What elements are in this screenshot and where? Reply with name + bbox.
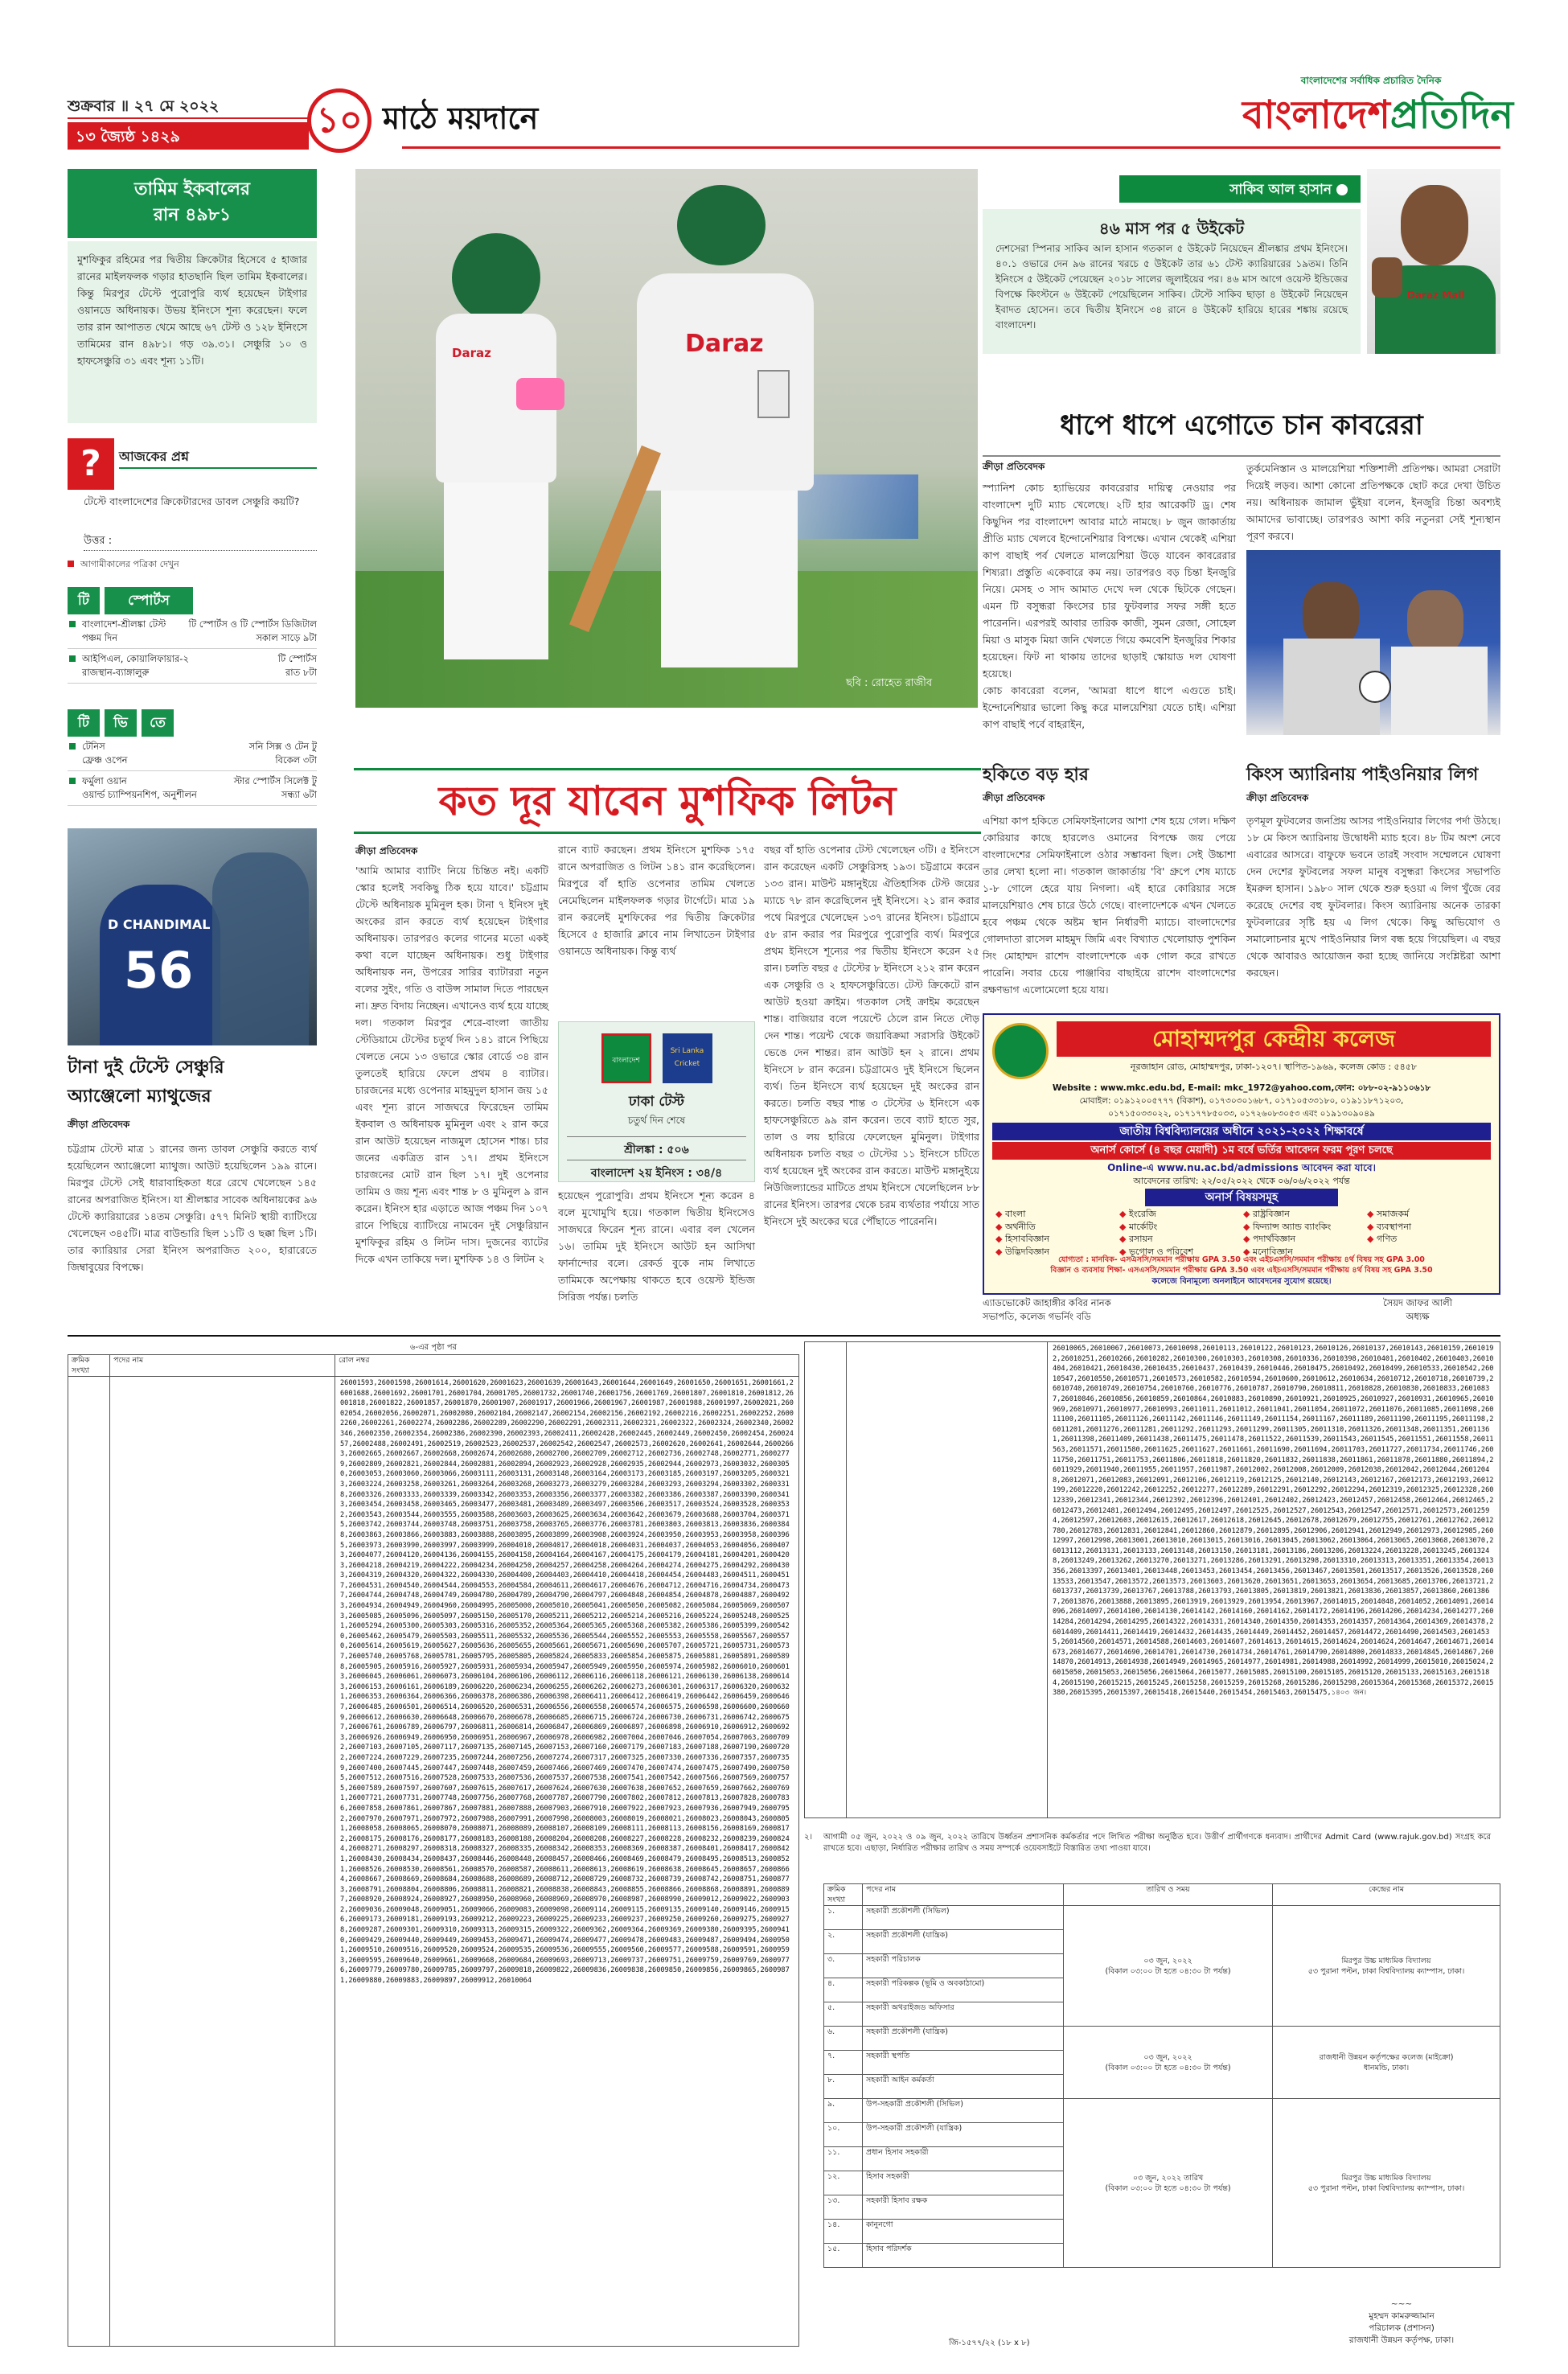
shakib-label-text: সাকিব আল হাসান [1229, 182, 1332, 198]
masthead-logo [1242, 90, 1514, 142]
team2-logo-line1: Sri Lanka [670, 1047, 704, 1055]
exam-serial: ১২. [824, 2171, 863, 2195]
tv-time: সন্ধ্যা ৬টা [281, 789, 317, 800]
exam-serial: ১৫. [824, 2244, 863, 2268]
shakib-label-bar [983, 172, 1361, 204]
subjects-title: অনার্স বিষয়সমূহ [1145, 1189, 1338, 1206]
tv-sports-event-detail: রাজস্থান-ব্যাঙ্গালুরু [82, 667, 150, 678]
rolls-right-list: 26010065,26010067,26010073,26010098,26010113,26010122,26010123,26010126,26010137,26010143,26010159,26010192,26010251,26010266,26010282,26010300,26010303,26010308,26010336,26010398,26010401,26010402,26010403,26010404,26010421,26010430,26010435,26010437,26010439,26010446,26010475,26010492,26010499,26010533,26010542,26010547,26010550,26010571,26010573,26010582,26010594,26010600,26010612,26010634,26010712,26010718,26010739,26010740,26010749,26010754,26010760,26010776,26010787,26010790,26010811,26010828,26010830,26010833,26010837,26010846,26010856,26010859,26010864,26010883,26010890,26010921,26010925,26010927,26010931,26010965,26010969,26010971,26010977,26010993,26011011,26011012,26011041,26011054,26011072,26011076,26011085,26011098,26011100,26011105,26011126,26011142,26011146,26011149,26011154,26011167,26011189,26011190,26011195,26011198,26011201,26011276,26011281,26011292,26011293,26011299,26011305,26011310,26011326,26011348,26011351,26011361,26011398,26011409,26011438,26011475,26011478,26011522,26011539,26011543,26011545,26011551,26011558,26011563,26011571,26011580,26011625,26011627,26011661,26011690,26011694,26011703,26011727,26011734,26011746,26011750,26011751,26011753,26011806,26011818,26011820,26011832,26011838,26011861,26011878,26011880,26011894,26011929,26011940,26011955,26011957,26011987,26012002,26012008,26012009,26012038,26012042,26012044,26012048,26012071,26012083,26012091,26012106,26012119,26012125,26012140,26012143,26012167,26012173,26012193,26012199,26012220,26012242,26012252,26012277,26012289,26012291,26012292,26012294,26012319,26012325,26012328,26012339,26012341,26012344,26012392,26012396,26012401,26012402,26012423,26012457,26012458,26012464,26012465,26012473,26012481,26012494,26012495,26012497,26012525,26012527,26012543,26012547,26012571,26012573,26012594,26012597,26012603,26012615,26012617,26012618,26012645,26012678,26012679,26012755,26012761,26012762,26012780,26012783,26012831,26012841,26012860,26012879,26012895,26012906,26012941,26012949,26012973,26012985,26012997,26012998,26013001,26013010,26013015,26013016,26013045,26013062,26013064,26013065,26013068,26013070,26013112,26013131,26013133,26013148,26013150,26013181,26013186,26013206,26013224,26013228,26013245,26013248,26013249,26013262,26013270,26013271,26013286,26013291,26013298,26013310,26013313,26013351,26013354,26013356,26013397,26013401,26013448,26013453,26013454,26013456,26013467,26013501,26013517,26013526,26013528,26013533,26013547,26013572,26013573,26013603,26013620,26013651,26013653,26013654,26013685,26013706,26013721,26013737,26013739,26013767,26013788,26013793,26013805,26013819,26013821,26013836,26013857,26013860,26013867,26013876,26013888,26013895,26013919,26013929,26013954,26013967,26014015,26014048,26014052,26014091,26014096,26014097,26014100,26014130,26014142,26014160,26014162,26014172,26014196,26014206,26014234,26014277,26014284,26014294,26014295,26014322,26014331,26014340,26014350,26014353,26014357,26014364,26014369,26014378,26014409,26014411,26014419,26014432,26014435,26014449,26014452,26014457,26014472,26014490,26014503,26014535,26014560,26014571,26014588,26014603,26014607,26014613,26014615,26014624,26014624,26014647,26014671,26014673,26014677,26014690,26014701,26014730,26014734,26014761,26014790,26014800,26014833,26014845,26014867,26014870,26014913,26014938,26014949,26014965,26014977,26014981,26014988,26014992,26014999,26015010,26015024,26015050,26015053,26015056,26015064,26015077,26015085,26015100,26015105,26015120,26015133,26015163,26015184,26015190,26015215,26015245,26015258,26015259,26015268,26015286,26015298,26015364,26015368,26015372,26015380,26015395,26015397,26015418,26015440,26015454,26015463,26015475,১৪০৩ জন। [1053, 1345, 1494, 1698]
subject-item [1367, 1233, 1491, 1246]
tv-sports-event [82, 652, 189, 680]
tv-row [68, 771, 317, 806]
bullet-icon [69, 655, 76, 662]
exam-col-post: পদের নাম [863, 1884, 1064, 1906]
team1-logo-label: বাংলাদেশ [612, 1057, 640, 1065]
diamond-bullet-icon: ◆ [1243, 1246, 1253, 1257]
subject-item [1243, 1221, 1367, 1234]
ad-reference: জি-১৫৭৭/২২ (১৮ x ৮) [949, 2339, 1030, 2347]
cabrera-headline: ধাপে ধাপে এগোতে চান কাবরেরা [1060, 409, 1423, 442]
rajuk-left-table [68, 1341, 799, 2355]
sign-left-name: এ্যাডভোকেট জাহাঙ্গীর কবির নানক [983, 1297, 1111, 1308]
mathews-byline: ক্রীড়া প্রতিবেদক [68, 1119, 130, 1130]
subject-item [995, 1221, 1119, 1234]
signer-name: মুহম্মদ কামরুজ্জামান [1369, 2311, 1435, 2321]
masthead-part2: প্রতিদিন [1389, 92, 1514, 138]
main-photo [355, 169, 978, 708]
press-conference-photo [1246, 550, 1500, 735]
exam-time: (বিকাল ০৩:০০ টা হতে ০৪:৩০ টা পর্যন্ত) [1105, 1966, 1231, 1976]
bottom-rule [68, 1335, 1500, 1337]
subject-name: ইংরেজি [1128, 1209, 1156, 1219]
tv-event-detail: ফ্রেঞ্চ ওপেন [82, 754, 128, 766]
tamim-title-line2: রান ৪৯৮১ [153, 205, 232, 225]
subject-item [995, 1208, 1119, 1221]
exam-col-time: তারিখ ও সময় [1064, 1884, 1273, 1906]
exam-table-wrap [823, 1883, 1500, 2292]
exam-date: ০৩ জুন, ২০২২ তারিখ [1132, 2173, 1204, 2183]
college-contact1: Website : www.mkc.edu.bd, E-mail: mkc_1972@yahoo.com,ফোন: ০৮৮-০২-৯১১০৬১৮ [1052, 1083, 1431, 1093]
defeat-headline: হকিতে বড় হার [983, 765, 1089, 785]
exam-post: সহকারী আইন কর্মকর্তা [863, 2075, 1064, 2099]
scorecard-row1: শ্রীলঙ্কা : ৫০৬ [567, 1136, 746, 1160]
tv-sports-event [82, 618, 166, 645]
tv-sports-time: রাত ৮টা [285, 667, 317, 678]
lead-col3: বছর বাঁ হাতি ওপেনার টেস্ট খেলেছেন ৩টি। ৫ ইনিংসে রান করেছেন একটি সেঞ্চুরিসহ ১৯৩। চট্টগ্রামে করেন ১৩৩ রান। মাউন্ট মঙ্গানুইয়ে ঐতিহাসিক টেস্ট জয়ের ম্যাচে ৭৮ রান করেছিলেন দুই ইনিংসে। ২১ রান করার পথে মিরপুরে খেলেছেন ১৩৭ রানের ইনিংস। চট্টগ্রামে ৫৮ রান করার পর মিরপুরে পুরোপুরি ব্যর্থ। মিরপুরে প্রথম ইনিংসে শূন্যের পর দ্বিতীয় ইনিংসে করেন ২৫ রান। চলতি বছর ৫ টেস্টের ৮ ইনিংসে ২১২ রান করেন এক সেঞ্চুরি ও ২ হাফসেঞ্চুরিতে। টেস্ট ক্রিকেটে রান আউট হওয়া ক্রাইম। গতকাল সেই ক্রাইম করেছেন শান্ত। বাজিয়ার বলে পয়েন্টে ঠেলে রান নিতে দৌড় দেন শান্ত। পয়েন্ট থেকে জয়াবিক্রমা সরাসরি উইকেট ভেঙে দেন শান্তর। রান আউট হন ২ রানে। প্রথম ইনিংসে ৮ রান করেন। চট্টগ্রামেও দুই ইনিংসে ছিলেন ব্যর্থ। তিন ইনিংসে ব্যর্থ হয়েছেন দুই অংকের রান করতে। চলতি বছর শান্ত ৩ টেস্টের ৬ ইনিংসে এক হাফসেঞ্চুরিতে ৯৯ রান করেন। তবে ব্যাট হাতে সুর, তাল ও লয় হারিয়ে ফেলেছেন মুমিনুল। টাইগার অধিনায়ক চলতি বছর ৩ টেস্টের ১১ ইনিংসে চটিতে ব্যর্থ হয়েছেন দুই অংকের রান করতে। মাউন্ট মঙ্গানুইয়ে নিউজিল্যান্ডের মাটিতে প্রথম ইনিংসে খেলেছিলেন ৮৮ রানের ইনিংস। তারপর থেকে চরম ব্যর্থতার পর্যায়ে সাত ইনিংসে দুই অংকের ঘরে পৌঁছাতে পারেননি। [764, 844, 979, 1227]
scorecard-row2: বাংলাদেশ ২য় ইনিংস : ৩৪/৪ [567, 1160, 746, 1183]
exam-center-name: রাজধানী উন্নয়ন কর্তৃপক্ষের কলেজ (মাইক্রো) [1319, 2052, 1454, 2062]
admission-banner1: জাতীয় বিশ্ববিদ্যালয়ের অধীনে ২০২১-২০২২ শিক্ষাবর্ষে [992, 1123, 1491, 1140]
subject-name: উদ্ভিদবিজ্ঞান [1004, 1246, 1050, 1257]
exam-table [823, 1883, 1500, 2268]
exam-time: (বিকাল ০৩:০০ টা হতে ০৪:৩০ টা পর্যন্ত) [1105, 2183, 1231, 2193]
lead-byline: ক্রীড়া প্রতিবেদক [355, 845, 418, 856]
jersey-number: 56 [124, 941, 194, 1000]
rajuk-page-ref: ৬-এর পৃষ্ঠা পর [409, 1343, 458, 1352]
mathews-headline [68, 1054, 317, 1115]
rajuk-right-table [804, 1341, 1500, 1824]
subject-name: হিসাববিজ্ঞান [1004, 1234, 1050, 1244]
page-number: ১০ [307, 88, 371, 153]
tv-event-name: ফর্মুলা ওয়ান [82, 775, 127, 787]
quiz-title: আজকের প্রশ্ন [119, 446, 317, 469]
tv-row [68, 737, 317, 771]
diamond-bullet-icon: ◆ [1367, 1209, 1377, 1219]
tv-event [82, 774, 197, 802]
exam-item-number: ২। [804, 1833, 813, 1842]
exam-col-center: কেন্দ্রের নাম [1273, 1884, 1500, 1906]
diamond-bullet-icon: ◆ [1119, 1246, 1129, 1257]
table-row [68, 1377, 799, 2347]
college-ad [983, 1013, 1500, 1295]
signature-mark: ~~~ [1390, 2299, 1413, 2309]
subject-name: রসায়ন [1128, 1234, 1153, 1244]
diamond-bullet-icon: ◆ [1243, 1209, 1253, 1219]
quiz-footnote-text: আগামীকালের পত্রিকা দেখুন [80, 559, 179, 569]
tv-sports-event-name: বাংলাদেশ-শ্রীলঙ্কা টেস্ট [82, 618, 166, 630]
subject-name: রাষ্ট্রবিজ্ঞান [1252, 1209, 1290, 1219]
cabrera-col1: স্প্যানিশ কোচ হ্যাভিয়ের কাবরেরার দায়িত্ব নেওয়ার পর বাংলাদেশ দুটি ম্যাচ খেলেছে। ২টি হার আরেকটি ড্র। শেষ কিছুদিন পর বাংলাদেশ আবার মাঠে নামছে। ৮ জুন জাকার্তায় প্রীতি ম্যাচ খেলবে ইন্দোনেশিয়ার বিপক্ষে। এখান থেকেই এশিয়া কাপ বাছাই পর্ব খেলতে মালয়েশিয়া উড়ে যাবেন কাবরেরার শিষ্যরা। প্রস্তুতি একেবারে কম নয়। তারপরও বড় চিন্তা ইনজুরি নিয়ে। মেসহ ৩ সাদ আমাত দেখে দল থেকে ছিটকে গেছেন। এমন টি বসুন্ধরা কিংসের চার ফুটবলার সফর সঙ্গী হতে পারেননি। এরপরই আবার তারিক কাজী, সুমন রেজা, সোহেল মিয়া ও মাসুক মিয়া জনি খেলতে গিয়ে কমবেশি ইনজুরির শিকার হয়েছেন। ফিট না থাকায় তাদের ছাড়াই স্কোয়াড দল ঘোষণা হয়েছে। কোচ কাবরেরা বলেন, 'আমরা ধাপে ধাপে এগুতে চাই। ইন্দোনেশিয়ার ভালো কিছু করে মালয়েশিয়া যেতে চাই। এশিয়া কাপ বাছাই পর্বে বাহরাইন, [983, 482, 1236, 730]
person1-head [1303, 582, 1359, 647]
subject-item [1119, 1221, 1243, 1234]
college-sign-left [983, 1296, 1248, 1325]
exam-signature [1303, 2298, 1500, 2348]
dot-icon [1336, 184, 1348, 195]
exam-serial: ৭. [824, 2051, 863, 2075]
post-cell-right [847, 1342, 1048, 1818]
shakib-body: দেশসেরা স্পিনার সাকিব আল হাসান গতকাল ৫ উইকেট নিয়েছেন শ্রীলঙ্কার প্রথম ইনিংসে। ৪০.১ ওভারে দেন ৯৬ রানের খরচে ৫ উইকেট তার ৬১ টেস্ট ক্যারিয়ারের ১৯তম। তিনি ইনিংসে ৫ উইকেট পেয়েছেন ২০১৮ সালের জুলাইয়ের পর। ৪৬ মাস আগে ওয়েস্ট ইন্ডিজের বিপক্ষে কিংস্টনে ৬ উইকেট পেয়েছিলেন সাকিব। টেস্টে সাকিব ছাড়া ৪ উইকেট নিয়েছেন ইবাদত হোসেন। তবে দ্বিতীয় ইনিংসে ৩৪ রানে ৪ উইকেট হারিয়ে হারের শঙ্কায় রয়েছে বাংলাদেশ। [995, 243, 1348, 331]
page-header [0, 0, 1568, 161]
player1-gloves [516, 378, 564, 410]
scorecard-subtitle: চতুর্থ দিন শেষে [627, 1115, 686, 1126]
kings-byline: ক্রীড়া প্রতিবেদক [1246, 792, 1309, 803]
shakib-label [1119, 175, 1361, 203]
subject-item [995, 1233, 1119, 1246]
col-post-header: পদের নাম [110, 1355, 335, 1377]
diamond-bullet-icon: ◆ [1119, 1209, 1129, 1219]
diamond-bullet-icon: ◆ [995, 1209, 1005, 1219]
tv-channel [234, 774, 317, 802]
masthead-tagline: বাংলাদেশের সর্বাধিক প্রচারিত দৈনিক [1300, 75, 1442, 86]
serial-cell [68, 1377, 110, 2347]
tv-sports-header [68, 587, 317, 614]
tamim-title-line1: তামিম ইকবালের [133, 179, 251, 199]
team2-logo-line2: Cricket [674, 1060, 700, 1068]
exam-date: ০৩ জুন, ২০২২ [1143, 2052, 1192, 2062]
subject-name: অর্থনীতি [1004, 1221, 1036, 1232]
exam-post: সহকারী প্রকৌশলী (যান্ত্রিক) [863, 2027, 1064, 2051]
exam-post: উপ-সহকারী প্রকৌশলী (যান্ত্রিক) [863, 2123, 1064, 2147]
subject-item [1243, 1233, 1367, 1246]
section-title: মাঠে ময়দানে [383, 101, 539, 136]
slc-logo [663, 1033, 712, 1083]
lead-col2b: হয়েছেন পুরোপুরি। প্রথম ইনিংসে শূন্য করেন ৪ বলে মুখোমুখি হয়ে। গতকাল দ্বিতীয় ইনিংসেও সাজঘরে ফিরেন শূন্য রানে। এবার বল খেলেন ১৬। তামিম দুই ইনিংসে আউট হন আসিথা ফার্নান্দোর বলে। রেকর্ড বুকে নাম লিখাতে তামিমকে অপেক্ষায় থাকতে হবে ওয়েস্ট ইন্ডিজ সিরিজ পর্যন্ত। চলতি [558, 1189, 755, 1303]
exam-serial: ৩. [824, 1954, 863, 1978]
person2-body [1391, 647, 1488, 735]
lead-col2: রানে ব্যাট করছেন। প্রথম ইনিংসে মুশফিক ১৭৫ রানে অপরাজিত ও লিটন ১৪১ রান করেছিলেন। মিরপুরে বাঁ হাতি ওপেনার তামিম খেলতে নেমেছিলেন মাইলফলক গড়ার টার্গেটে। মাত্র ১৯ রান করলেই মুশফিকের পর দ্বিতীয় ক্রিকেটার হিসেবে ৫ হাজারি ক্লাবে নাম লিখাতেন টাইগার ওয়ানডে অধিনায়ক। কিন্তু ব্যর্থ [558, 844, 755, 957]
exam-post: সহকারী পরিকল্পক (ভূমি ও অবকাঠামো) [863, 1978, 1064, 2002]
player2-sponsor: Daraz [685, 330, 764, 358]
college-contact2: মোবাইল: ০১৯১২০০৫৭৭৭ (বিকাশ), ০১৭৩০৩০১৬৮৭, ০১৭১০৫৩৩১৮০, ০১৯১১৮৭১২০৩, [1079, 1096, 1404, 1106]
subject-item [1367, 1221, 1491, 1234]
exam-serial: ১৩. [824, 2195, 863, 2220]
exam-center-address: ৫৩ পুরানা পল্টন, ঢাকা বিশ্ববিদ্যালয় ক্যাম্পাস, ঢাকা। [1307, 2183, 1465, 2193]
online-note: কলেজে বিনামূল্যে অনলাইনে আবেদনের সুযোগ রয়েছে। [1151, 1277, 1332, 1286]
college-sign-right [1335, 1296, 1500, 1325]
diamond-bullet-icon: ◆ [1367, 1221, 1377, 1232]
exam-datetime [1064, 1906, 1273, 2027]
tv-sports-event-detail: পঞ্চম দিন [82, 632, 118, 643]
tv-sports-channel-name: টি স্পোর্টস ও টি স্পোর্টস ডিজিটাল [188, 618, 317, 630]
diamond-bullet-icon: ◆ [1367, 1234, 1377, 1244]
tv-header [68, 709, 317, 737]
exam-serial: ৫. [824, 2002, 863, 2027]
tv-sports-channel [278, 652, 317, 680]
quiz-question: টেস্টে বাংলাদেশের ক্রিকেটারদের ডাবল সেঞ্চুরি কয়টি? [84, 495, 300, 507]
player1-sponsor: Daraz [452, 346, 491, 360]
tv-event-detail: ওয়ার্ল্ড চ্যাম্পিয়নশিপ, অনুশীলন [82, 789, 197, 800]
person2-head [1407, 590, 1463, 655]
bullet-icon [69, 778, 76, 784]
exam-center [1273, 1906, 1500, 2027]
exam-post: সহকারী স্থপতি [863, 2051, 1064, 2075]
serial-cell-right [805, 1342, 847, 1818]
bangla-date: ১৩ জ্যৈষ্ঠ ১৪২৯ [68, 122, 309, 150]
exam-serial: ৯. [824, 2099, 863, 2123]
table-row [824, 2099, 1500, 2123]
subject-name: ব্যবস্থাপনা [1376, 1221, 1412, 1232]
scorecard-box [558, 1021, 755, 1182]
shakib-photo [1367, 169, 1500, 354]
exam-serial: ৪. [824, 1978, 863, 2002]
football-icon [1359, 671, 1391, 703]
exam-datetime [1064, 2099, 1273, 2268]
shakib-headline: ৪৬ মাস পর ৫ উইকেট [1098, 219, 1245, 238]
tv-letter-2: ভি [105, 709, 137, 737]
subject-name: ফিন্যান্স অ্যান্ড ব্যাংকিং [1252, 1221, 1332, 1232]
subject-name: মনোবিজ্ঞান [1252, 1246, 1293, 1257]
bullet-icon [68, 561, 74, 567]
table-row [824, 1906, 1500, 1930]
defeat-body: এশিয়া কাপ হকিতে সেমিফাইনালের আশা শেষ হয়ে গেল। দক্ষিণ কোরিয়ার কাছে হারলেও ওমানের বিপক্ষে জয় পেয়ে বাংলাদেশের সেমিফাইনালে ওঠার সম্ভাবনা ছিল। সেই উচ্চাশা তার লেখা হলো না। গতকাল জাকার্তায় 'বি' গ্রুপে শেষ ম্যাচে ১-৮ গোলে হেরে যায় নিগলা। এই হারে কোরিয়ার সঙ্গে মালয়েশিয়াও শেষ চারে উঠে গেছে। বাংলাদেশকে এখন খেলতে হবে পঞ্চম থেকে অষ্টম স্থান নির্ধারণী ম্যাচে। বাংলাদেশের গোলদাতা রাসেল মাহমুদ জিমি এবং বিখ্যাত খেলোয়াড় পুশকিন সিং মোহাম্মদ রাশেদ বাংলাদেশকে এক গোল করে রাখতে পারেনি। সবার চেয়ে পাঞ্জাবির বাছাইয়ে রাশেদ বাংলাদেশের রক্ষণভাগ এলোমেলো হয়ে যায়। [983, 815, 1236, 996]
question-mark-icon: ? [68, 438, 114, 490]
cabrera-byline: ক্রীড়া প্রতিবেদক [983, 461, 1045, 472]
player2-gloves [757, 370, 790, 418]
diamond-bullet-icon: ◆ [1119, 1234, 1129, 1244]
exam-date: ০৩ জুন, ২০২২ [1143, 1956, 1192, 1965]
subject-item [1243, 1208, 1367, 1221]
tv-channel [249, 740, 317, 767]
college-name: মোহাম্মদপুর কেন্দ্রীয় কলেজ [1057, 1021, 1491, 1057]
tv-sports-t: টি [68, 587, 100, 614]
defeat-byline: ক্রীড়া প্রতিবেদক [983, 792, 1045, 803]
player1-pads [444, 483, 548, 659]
tv-sports-row [68, 649, 317, 684]
thumbs-up-icon [1372, 257, 1402, 298]
diamond-bullet-icon: ◆ [1243, 1221, 1253, 1232]
tv-box [68, 709, 317, 827]
exam-post: প্রধান হিসাব সহকারী [863, 2147, 1064, 2171]
post-cell [110, 1377, 335, 2347]
kings-body: তৃণমূল ফুটবলের জনপ্রিয় আসর পাইওনিয়ার লিগের পর্দা উঠছে। ১৮ মে কিংস অ্যারিনায় উদ্বোধনী ম্যাচ হবে। ৪৮ টিম অংশ নেবে এবারের আসরে। বাফুফে ভবনে তারই সংবাদ সম্মেলনে ঘোষণা দেন দেশের ফুটবলের সফল মানুষ বসুন্ধরা কিংসের সভাপতি ইমরুল হাসান। ১৯৮০ সাল থেকে শুরু হওয়া এ লিগ খুঁজে বের করেছে দেশের বহু ফুটবলার। কিংস অ্যারিনায় অনেক তারকা ফুটবলারের সৃষ্টি হয় এ লিগ থেকে। কিছু অভিযোগ ও সমালোচনার মুখে পাইওনিয়ার লিগ বন্ধ হয়ে গিয়েছিল। এ বছর থেকে আবারও আয়োজন করা হচ্ছে জানিয়ে সংশ্লিষ্টরা আশা করছেন। [1246, 815, 1500, 979]
shakib-face [1401, 185, 1468, 265]
subjects-grid [995, 1208, 1491, 1258]
college-contact3: ০১৭১৫০৩৩০২২, ০১৭১৭৭৮৫০৩৩, ০১৭২৬০৮৩০৫৩ এবং ০১৯১৩০৯০৪৯ [1108, 1109, 1375, 1119]
tv-channel-name: সনি সিক্স ও টেন টু [248, 741, 317, 752]
subject-name: ভূগোল ও পরিবেশ [1128, 1246, 1193, 1257]
subject-item [1119, 1233, 1243, 1246]
scorecard-logos [559, 1022, 754, 1083]
exam-post: সহকারী প্রকৌশলী (যান্ত্রিক) [863, 1930, 1064, 1954]
rolls-left-list: 26001593,26001598,26001614,26001620,26001623,26001639,26001643,26001644,26001649,26001650,26001651,26001661,26001688,26001692,26001701,26001704,26001705,26001732,26001740,26001756,26001769,26001807,26001810,26001812,26001818,26001822,26001857,26001870,26001907,26001917,26001966,26001967,26001987,26001988,26001997,26002021,26002054,26002056,26002071,26002080,26002104,26002147,26002154,26002156,26002192,26002216,26002251,26002252,26002260,26002261,26002274,26002286,26002289,26002290,26002291,26002311,26002321,26002322,26002324,26002340,26002346,26002350,26002354,26002386,26002390,26002393,26002411,26002428,26002445,26002449,26002450,26002454,26002457,26002488,26002491,26002519,26002523,26002537,26002542,26002547,26002573,26002620,26002641,26002644,26002663,26002665,26002667,26002668,26002674,26002680,26002700,26002709,26002712,26002736,26002748,26002771,26002779,26002809,26002821,26002844,26002881,26002894,26002923,26002928,26002935,26002944,26002973,26003032,26003050,26003053,26003060,26003066,26003111,26003131,26003148,26003164,26003173,26003185,26003197,26003205,26003213,26003224,26003258,26003261,26003264,26003268,26003273,26003279,26003284,26003293,26003294,26003302,26003318,26003326,26003333,26003339,26003342,26003353,26003356,26003377,26003382,26003386,26003387,26003390,26003413,26003454,26003458,26003465,26003477,26003481,26003489,26003497,26003506,26003517,26003524,26003528,26003532,26003543,26003544,26003555,26003588,26003603,26003625,26003634,26003642,26003679,26003688,26003704,26003715,26003742,26003744,26003748,26003751,26003758,26003765,26003776,26003781,26003803,26003813,26003836,26003848,26003863,26003866,26003883,26003888,26003895,26003899,26003908,26003924,26003950,26003953,26003958,26003965,26003973,26003990,26003997,26003999,26004010,26004017,26004018,26004031,26004037,26004053,26004056,26004073,26004077,26004120,26004136,26004155,26004158,26004164,26004167,26004175,26004179,26004181,26004201,26004203,26004218,26004219,26004222,26004234,26004250,26004257,26004258,26004264,26004274,26004275,26004292,26004303,26004319,26004320,26004322,26004330,26004400,26004403,26004410,26004418,26004454,26004483,26004511,26004517,26004531,26004540,26004544,26004553,26004584,26004611,26004617,26004676,26004712,26004716,26004734,26004737,26004744,26004748,26004749,26004780,26004789,26004790,26004797,26004848,26004854,26004878,26004887,26004923,26004934,26004949,26004960,26004995,26005000,26005010,26005041,26005050,26005082,26005084,26005069,26005073,26005085,26005096,26005097,26005150,26005170,26005211,26005212,26005214,26005216,26005224,26005248,26005251,26005294,26005300,26005303,26005316,26005352,26005364,26005365,26005368,26005382,26005386,26005399,26005420,26005462,26005479,26005503,26005511,26005532,26005536,26005544,26005552,26005553,26005558,26005567,26005570,26005614,26005619,26005627,26005636,26005655,26005661,26005671,26005690,26005707,26005721,26005731,26005737,26005740,26005768,26005781,26005795,26005805,26005824,26005833,26005854,26005875,26005881,26005891,26005898,26005905,26005916,26005927,26005931,26005934,26005947,26005949,26005950,26005974,26005982,26006010,26006013,26006045,26006061,26006073,26006104,26006106,26006112,26006116,26006118,26006121,26006130,26006138,26006143,26006153,26006161,26006189,26006220,26006234,26006255,26006262,26006273,26006301,26006317,26006320,26006321,26006353,26006364,26006366,26006378,26006386,26006398,26006411,26006412,26006419,26006442,26006459,26006467,26006485,26006501,26006514,26006520,26006531,26006556,26006558,26006574,26006575,26006598,26006600,26006609,26006612,26006630,26006648,26006670,26006678,26006685,26006715,26006724,26006730,26006731,26006742,26006757,26006761,26006789,26006797,26006811,26006814,26006847,26006869,26006897,26006898,26006910,26006912,26006923,26006926,26006949,26006950,26006951,26006967,26006978,26006982,26007004,26007046,26007054,26007063,26007092,26007103,26007105,26007117,26007135,26007145,26007153,26007160,26007179,26007183,26007188,26007190,26007202,26007224,26007229,26007235,26007244,26007256,26007274,26007317,26007325,26007330,26007336,26007357,26007359,26007400,26007445,26007447,26007448,26007459,26007466,26007469,26007470,26007474,26007475,26007490,26007505,26007512,26007516,26007528,26007533,26007536,26007537,26007538,26007541,26007542,26007566,26007569,26007575,26007589,26007597,26007607,26007615,26007617,26007624,26007630,26007638,26007652,26007659,26007662,26007691,26007721,26007731,26007748,26007756,26007768,26007787,26007790,26007802,26007812,26007813,26007828,26007836,26007858,26007861,26007867,26007881,26007888,26007903,26007910,26007922,26007923,26007936,26007949,26007952,26007970,26007971,26007972,26007988,26007991,26007998,26008003,26008019,26008021,26008023,26008043,26008051,26008058,26008065,26008070,26008071,26008089,26008107,26008109,26008111,26008113,26008156,26008169,26008172,26008175,26008176,26008177,26008183,26008188,26008204,26008208,26008227,26008228,26008232,26008239,26008244,26008271,26008297,26008318,26008327,26008335,26008342,26008353,26008369,26008387,26008401,26008417,26008421,26008430,26008434,26008437,26008446,26008448,26008457,26008466,26008469,26008479,26008495,26008513,26008521,26008526,26008530,26008561,26008570,26008587,26008611,26008613,26008619,26008638,26008645,26008657,26008664,26008667,26008669,26008684,26008688,26008689,26008712,26008729,26008732,26008739,26008742,26008751,26008773,26008791,26008804,26008806,26008811,26008821,26008838,26008843,26008855,26008866,26008868,26008891,26008897,26008920,26008924,26008927,26008950,26008960,26008969,26008970,26008987,26008990,26009012,26009022,26009032,26009036,26009048,26009051,26009066,26009083,26009098,26009114,26009115,26009135,26009140,26009146,26009156,26009173,26009181,26009193,26009212,26009223,26009225,26009233,26009237,26009250,26009260,26009275,26009278,26009287,26009301,26009310,26009313,26009315,26009322,26009362,26009364,26009369,26009380,26009395,26009410,26009429,26009440,26009449,26009453,26009471,26009474,26009477,26009478,26009483,26009487,26009494,26009501,26009510,26009516,26009520,26009524,26009535,26009536,26009555,26009560,26009577,26009588,26009591,26009593,26009595,26009640,26009661,26009668,26009684,26009693,26009713,26009737,26009751,26009759,26009769,26009776,26009779,26009780,26009785,26009797,26009818,26009822,26009836,26009838,26009850,26009856,26009865,26009871,26009880,26009883,26009897,26009912,26010064 [340, 1379, 794, 1986]
tamim-body: মুশফিকুর রহিমের পর দ্বিতীয় ক্রিকেটার হিসেবে ৫ হাজার রানের মাইলফলক গড়ার হাতছানি ছিল তামিম ইকবালের। কিন্তু মিরপুর টেস্টে পুরোপুরি ব্যর্থ হয়েছেন টাইগার ওয়ানডে অধিনায়ক। উভয় ইনিংসে শূন্য করেছেন। ফলে তার রান আপাতত থেমে আছে ৬৭ টেস্ট ও ১২৮ ইনিংসে তামিমের রান ৪৯৮১। গড় ৩৯.৩১। সেঞ্চুরি ১০ ও হাফসেঞ্চুরি ৩১ এবং শূন্য ১১টি। [68, 241, 317, 423]
tv-sports-event-name: আইপিএল, কোয়ালিফায়ার-২ [82, 653, 189, 664]
tv-rows [68, 737, 317, 806]
tv-sports-rows [68, 614, 317, 684]
exam-post: সহকারী প্রকৌশলী (সিভিল) [863, 1906, 1064, 1930]
mathews-photo [68, 828, 317, 1045]
player2-pads [661, 491, 798, 667]
tv-event [82, 740, 128, 767]
tv-sports-channel-name: টি স্পোর্টস [277, 653, 317, 664]
exam-center [1273, 2027, 1500, 2099]
exam-post: কানুনগো [863, 2220, 1064, 2244]
sign-right-name: সৈয়দ জাফর আলী [1382, 1297, 1452, 1308]
subject-name: মার্কেটিং [1128, 1221, 1158, 1232]
teammate-figure [212, 852, 309, 1045]
exam-serial: ৮. [824, 2075, 863, 2099]
col-serial-header: ক্রমিক সংখ্যা [68, 1355, 110, 1377]
tv-sports-title: স্পোর্টস [105, 587, 193, 614]
exam-serial: ১০. [824, 2123, 863, 2147]
exam-center-name: মিরপুর উচ্চ মাধ্যমিক বিদ্যালয় [1341, 1956, 1431, 1965]
diamond-bullet-icon: ◆ [995, 1234, 1005, 1244]
exam-intro-box [804, 1832, 1500, 1880]
scorecard-title: ঢাকা টেস্ট [629, 1094, 684, 1110]
exam-serial: ১১. [824, 2147, 863, 2171]
exam-serial: ৬. [824, 2027, 863, 2051]
rolls-table-left [68, 1354, 799, 2347]
player2-helmet [677, 185, 766, 265]
exam-post: হিসাব পরিদর্শক [863, 2244, 1064, 2268]
tv-event-name: টেনিস [82, 741, 105, 752]
bullet-icon [69, 621, 76, 627]
college-address: নূরজাহান রোড, মোহাম্মদপুর, ঢাকা-১২০৭। স্থাপিত-১৯৬৯, কলেজ কোড : ৫৪৫৮ [1130, 1062, 1418, 1072]
signer-title: পরিচালক (প্রশাসন) [1369, 2323, 1435, 2333]
sign-right-title: অধ্যক্ষ [1406, 1311, 1430, 1322]
tv-letter-1: টি [68, 709, 100, 737]
sign-left-title: সভাপতি, কলেজ গভর্নিং বডি [983, 1311, 1091, 1322]
exam-post: হিসাব সহকারী [863, 2171, 1064, 2195]
subject-item [1367, 1208, 1491, 1221]
shakib-jersey-text: Daraz Mall [1407, 290, 1465, 301]
tamim-title-box [68, 169, 317, 238]
exam-table-body [824, 1906, 1500, 2268]
col-rolls-header: রোল নম্বর [335, 1355, 799, 1377]
lead-headline: কত দূর যাবেন মুশফিক লিটন [354, 768, 981, 834]
diamond-bullet-icon: ◆ [1243, 1234, 1253, 1244]
mathews-body: চট্টগ্রাম টেস্টে মাত্র ১ রানের জন্য ডাবল সেঞ্চুরি করতে ব্যর্থ হয়েছিলেন অ্যাঞ্জেলো ম্যাথুজ। আউট হয়েছিলেন ১৯৯ রানে। মিরপুর টেস্টে সেই ধারাবাহিকতা ধরে রেখে খেলেছেন ১৪৫ রানের অপরাজিত ইনিংস। যা শ্রীলঙ্কার সাবেক অধিনায়কের ৯৬ টেস্টে ক্যারিয়ারের ১৪তম সেঞ্চুরি। ৫৭৭ মিনিট স্থায়ী ব্যাটিংয়ে খেলেছেন ৩৪৫টি। মাত্র বাউন্ডারি ছিল ১১টি ও ছক্কা ছিল ১টি। তার ক্যারিয়ার সেরা ইনিংস অপরাজিত ২০০, হারারেতে জিম্বাবুয়ের বিপক্ষে। [68, 1143, 317, 1273]
mathews-headline-2: অ্যাঞ্জেলো ম্যাথুজের [68, 1086, 211, 1107]
rolls-table-header [68, 1355, 799, 1377]
admission-deadline: আবেদনের তারিখ: ২২/০৫/২০২২ থেকে ০৬/০৬/২০২২ পর্যন্ত [1133, 1176, 1350, 1186]
tv-sports-channel [189, 618, 317, 645]
kings-headline: কিংস অ্যারিনায় পাইওনিয়ার লিগ [1246, 765, 1479, 785]
exam-post: সহকারী অথরাইজড অফিসার [863, 2002, 1064, 2027]
table-row [805, 1342, 1500, 1818]
shakib-box [983, 209, 1361, 354]
admission-online: Online-এ www.nu.ac.bd/admissions আবেদন করা যাবে। [1107, 1162, 1376, 1173]
exam-center [1273, 2099, 1500, 2268]
tv-sports-row [68, 614, 317, 649]
exam-col-serial: ক্রমিক সংখ্যা [824, 1884, 863, 1906]
mathews-headline-1: টানা দুই টেস্টে সেঞ্চুরি [68, 1058, 224, 1078]
exam-datetime [1064, 2027, 1273, 2099]
rolls-cell-right [1048, 1342, 1500, 1818]
exam-serial: ২. [824, 1930, 863, 1954]
tv-sports-time: সকাল সাড়ে ৯টা [256, 632, 317, 643]
lead-col1: 'আমি আমার ব্যাটিং নিয়ে চিন্তিত নই। একটি স্কোর হলেই সবকিছু ঠিক হয়ে যাবে।' চট্টগ্রাম টেস্টে অধিনায়ক মুমিনুল হক। টানা ৭ ইনিংস দুই অংকের রান করতে ব্যর্থ হয়েছেন টাইগার অধিনায়ক। তারপরও কলের গানের মতো একই কথা বলে যাচ্ছেন অধিনায়ক। শুধু টাইগার অধিনায়ক নন, উপরের সারির ব্যাটাররা নতুন বলের সুইং, গতি ও বাউন্স সামাল দিতে পারছেন না। দ্রুত বিদায় নিচ্ছেন। এখানেও ব্যর্থ হয়ে যাচ্ছে দল। গতকাল মিরপুর শেরে-বাংলা জাতীয় স্টেডিয়ামে টেস্টের চতুর্থ দিন ১৪১ রানে পিছিয়ে খেলতে নেমে ১৩ ওভারে স্কোর বোর্ডে ৩৪ রান তুলতেই হারিয়ে ফেলে প্রথম ৪ ব্যাটার। চারজনের মধ্যে ওপেনার মাহমুদুল হাসান জয় ১৫ এবং শূন্য রানে সাজঘরে ফিরেছেন তামিম ইকবাল ও অধিনায়ক মুমিনুল এবং ২ রান করে রান আউট হয়েছেন নাজমুল হোসেন শান্ত। চার জনের একত্রিত রান ১৭। প্রথম ইনিংসে চারজনের মোট রান ছিল ১৭। দুই ওপেনার তামিম ও জয় শূন্য এবং শান্ত ৮ ও মুমিনুল ৯ রান করেন। ইনিংস হার এড়াতে আজ পঞ্চম দিন ১০৭ রানে পিছিয়ে ব্যাটিংয়ে নামবেন দুই সেঞ্চুরিয়ান মুশফিকুর রহিম ও লিটন দাস। দুজনের ব্যাটের দিকে এখন তাকিয়ে দল। মুশফিক ১৪ ও লিটন ২ [355, 865, 548, 1265]
cabrera-col2: তুর্কমেনিস্তান ও মালয়েশিয়া শক্তিশালী প্রতিপক্ষ। আমরা সেরাটা দিয়েই লড়ব। আশা কোনো প্রতিপক্ষকে ছোট করে দেখা উচিত নয়। অধিনায়ক জামাল ভুঁইয়া বলেন, ইনজুরি চিন্তা অবশ্যই আমাদের ভাবাচ্ছে। তারপরও আশা করি নতুনরা সেই শূন্যস্থান পূরণ করবে। [1246, 462, 1500, 542]
tv-channel-name: স্টার স্পোর্টস সিলেক্ট টু [233, 775, 317, 787]
exam-post: সহকারী হিসাব রক্ষক [863, 2195, 1064, 2220]
tv-time: বিকেল ৩টা [275, 754, 317, 766]
exam-center-name: মিরপুর উচ্চ মাধ্যমিক বিদ্যালয় [1341, 2173, 1431, 2183]
bullet-icon [69, 743, 76, 750]
tv-sports-box [68, 587, 317, 708]
jersey-name: D CHANDIMAL [108, 917, 211, 932]
masthead-part1: বাংলাদেশ [1242, 92, 1390, 138]
eligibility2: বিজ্ঞান ও ব্যবসায় শিক্ষা- এসএসসি/সমমান পরীক্ষায় GPA 3.50 এবং এইচএসসি/সমমান পরীক্ষায় ৪র্থ বিষয় সহ GPA 3.50 [1050, 1266, 1433, 1275]
college-logo [992, 1023, 1049, 1079]
subject-name: বাংলা [1004, 1209, 1026, 1219]
bcb-logo [601, 1033, 651, 1083]
eligibility1: যোগ্যতা : মানবিক- এসএসসি/সমমান পরীক্ষায় GPA 3.50 এবং এইচএসসি/সমমান পরীক্ষায় ৪র্থ বিষয় সহ GPA 3.00 [1058, 1255, 1425, 1264]
quiz-box [68, 438, 317, 575]
issue-date: শুক্রবার ॥ ২৭ মে ২০২২ [68, 95, 309, 119]
header-rule [402, 146, 1500, 149]
photo-caption: ছবি : রোহেত রাজীব [846, 677, 933, 689]
exam-intro: আগামী ০৫ জুন, ২০২২ ও ০৯ জুন, ২০২২ তারিখে উর্ধ্বতন প্রশাসনিক কর্মকর্তার পদে লিখিত পরীক্ষা অনুষ্ঠিত হবে। উত্তীর্ণ প্রার্থীগণকে ধন্যবাদ। প্রার্থীদের Admit Card (www.rajuk.gov.bd) সংগ্রহ করে রাখতে হবে। এছাড়া, নির্ধারিত পরীক্ষার তারিখ ও সময় সম্পর্কে ওয়েবসাইটে বিস্তারিত তথ্য পাওয়া যাবে। [823, 1833, 1491, 1853]
rolls-table-right [804, 1341, 1500, 1818]
subject-name: পদার্থবিজ্ঞান [1252, 1234, 1296, 1244]
exam-post: উপ-সহকারী প্রকৌশলী (সিভিল) [863, 2099, 1064, 2123]
player1-helmet [452, 233, 540, 322]
signer-org: রাজধানী উন্নয়ন কর্তৃপক্ষ, ঢাকা। [1348, 2335, 1455, 2345]
cabrera-rule [983, 455, 1500, 457]
subject-item [1119, 1208, 1243, 1221]
diamond-bullet-icon: ◆ [995, 1246, 1005, 1257]
exam-center-address: ৫৩ পুরানা পল্টন, ঢাকা বিশ্ববিদ্যালয় ক্যাম্পাস, ঢাকা। [1307, 1966, 1465, 1976]
subject-name: গণিত [1376, 1234, 1398, 1244]
subject-name: সমাজকর্ম [1376, 1209, 1410, 1219]
rolls-cell [335, 1377, 799, 2347]
exam-serial: ১. [824, 1906, 863, 1930]
exam-center-address: ধানমন্ডি, ঢাকা। [1363, 2063, 1410, 2072]
exam-serial: ১৪. [824, 2220, 863, 2244]
quiz-answer-label: উত্তর : [84, 535, 113, 547]
exam-table-header [824, 1884, 1500, 1906]
tv-letter-3: তে [142, 709, 174, 737]
diamond-bullet-icon: ◆ [1119, 1221, 1129, 1232]
admission-banner2: অনার্স কোর্সে (৪ বছর মেয়াদী) ১ম বর্ষে ভর্তির আবেদন ফরম পূরণ চলছে [992, 1142, 1491, 1160]
quiz-answer-line [84, 533, 317, 551]
table-row [824, 2027, 1500, 2051]
diamond-bullet-icon: ◆ [995, 1221, 1005, 1232]
exam-post: সহকারী পরিচালক [863, 1954, 1064, 1978]
quiz-footnote [68, 557, 317, 573]
exam-time: (বিকাল ০৩:০০ টা হতে ০৪:৩০ টা পর্যন্ত) [1105, 2063, 1231, 2072]
